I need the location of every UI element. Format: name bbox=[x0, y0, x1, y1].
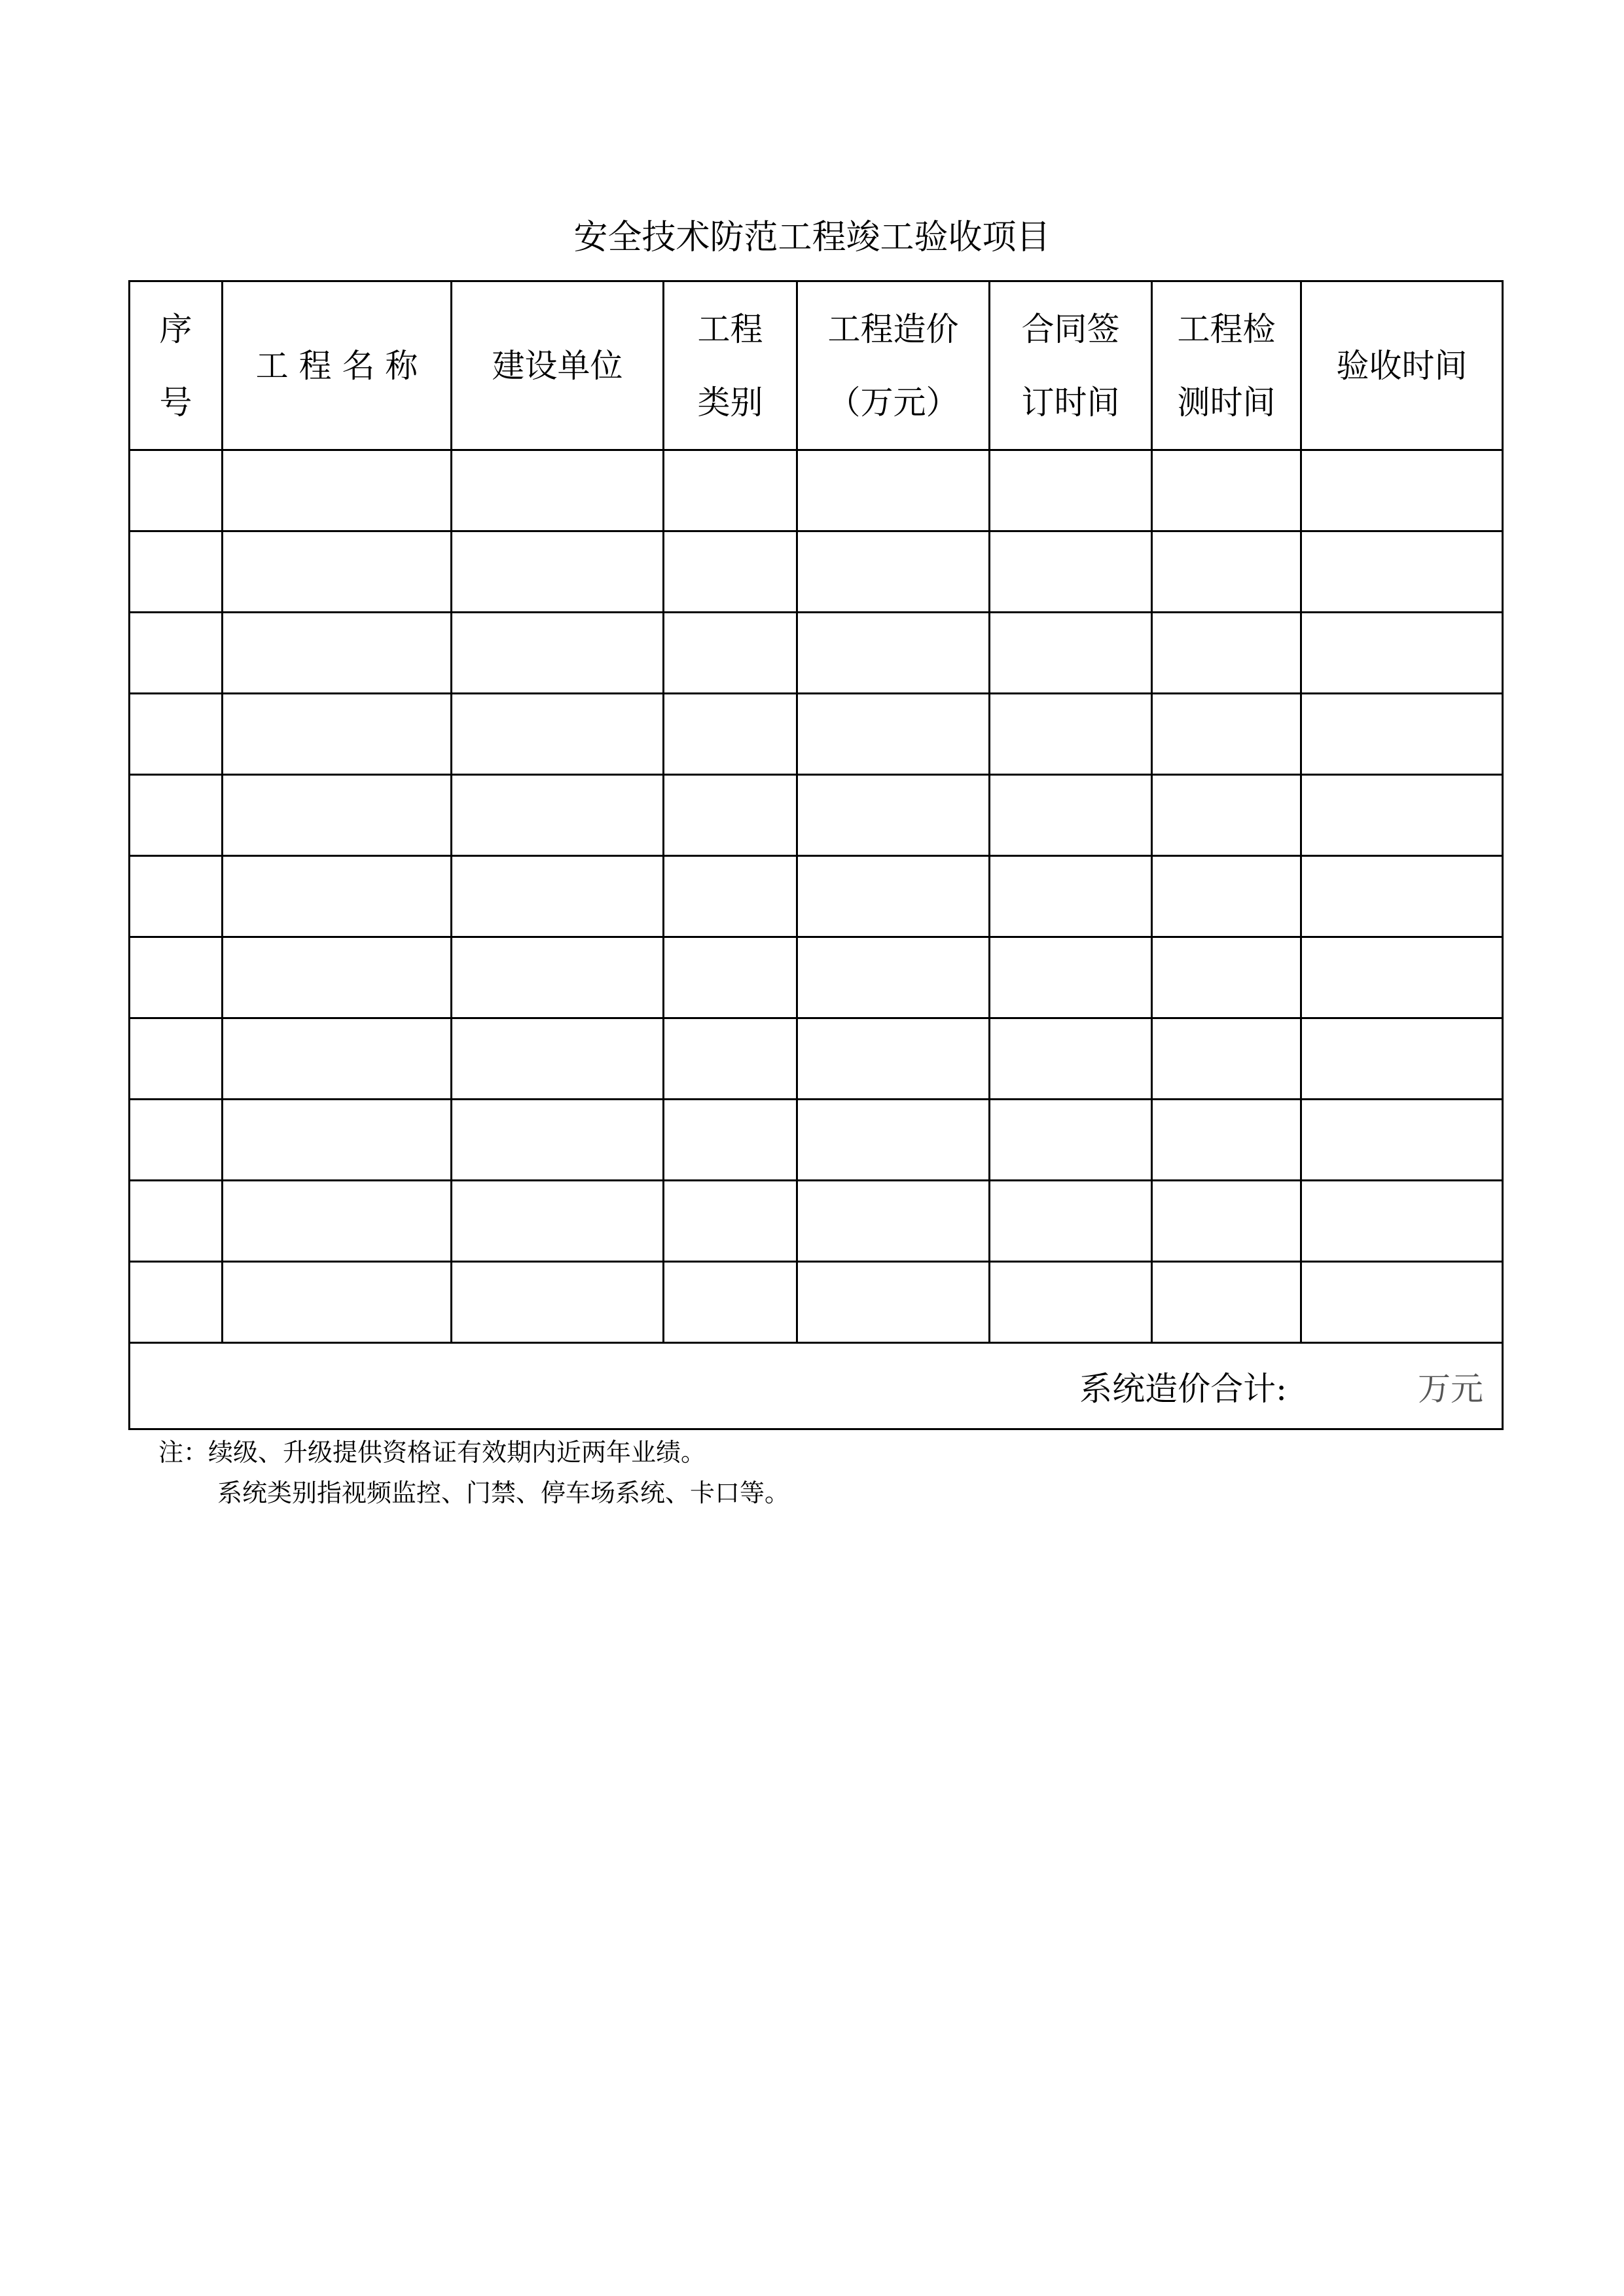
table-cell[interactable] bbox=[1301, 450, 1503, 531]
table-row bbox=[130, 775, 1503, 856]
table-cell[interactable] bbox=[130, 1181, 223, 1262]
table-row bbox=[130, 694, 1503, 775]
table-cell[interactable] bbox=[1301, 775, 1503, 856]
table-cell[interactable] bbox=[1152, 1100, 1301, 1181]
table-cell[interactable] bbox=[130, 775, 223, 856]
table-cell[interactable] bbox=[664, 856, 797, 937]
table-cell[interactable] bbox=[1301, 694, 1503, 775]
header-acceptance-date: 验收时间 bbox=[1301, 281, 1503, 450]
table-row bbox=[130, 531, 1503, 613]
table-row bbox=[130, 1100, 1503, 1181]
table-cell[interactable] bbox=[990, 613, 1152, 694]
table-cell[interactable] bbox=[664, 1181, 797, 1262]
total-label: 系统造价合计: bbox=[1079, 1369, 1287, 1408]
header-contract-date: 合同签 订时间 bbox=[990, 281, 1152, 450]
table-cell[interactable] bbox=[797, 856, 990, 937]
table-cell[interactable] bbox=[130, 531, 223, 613]
table-cell[interactable] bbox=[797, 1018, 990, 1100]
table-cell[interactable] bbox=[990, 775, 1152, 856]
table-cell[interactable] bbox=[664, 1100, 797, 1181]
table-cell[interactable] bbox=[664, 1262, 797, 1343]
table-cell[interactable] bbox=[452, 613, 664, 694]
table-cell[interactable] bbox=[452, 775, 664, 856]
table-cell[interactable] bbox=[797, 775, 990, 856]
table-row bbox=[130, 1018, 1503, 1100]
table-cell[interactable] bbox=[1152, 450, 1301, 531]
table-cell[interactable] bbox=[990, 694, 1152, 775]
table-cell[interactable] bbox=[990, 1262, 1152, 1343]
table-cell[interactable] bbox=[130, 937, 223, 1018]
table-cell[interactable] bbox=[990, 856, 1152, 937]
table-cell[interactable] bbox=[664, 694, 797, 775]
table-cell[interactable] bbox=[797, 613, 990, 694]
table-cell[interactable] bbox=[1152, 775, 1301, 856]
table-cell[interactable] bbox=[223, 856, 452, 937]
table-cell[interactable] bbox=[1301, 1262, 1503, 1343]
table-cell[interactable] bbox=[452, 531, 664, 613]
table-cell[interactable] bbox=[797, 1262, 990, 1343]
table-cell[interactable] bbox=[664, 937, 797, 1018]
table-cell[interactable] bbox=[1301, 1181, 1503, 1262]
table-cell[interactable] bbox=[223, 450, 452, 531]
table-cell[interactable] bbox=[1152, 531, 1301, 613]
table-cell[interactable] bbox=[223, 1100, 452, 1181]
header-serial-number: 序 号 bbox=[130, 281, 223, 450]
table-cell[interactable] bbox=[452, 1262, 664, 1343]
table-cell[interactable] bbox=[130, 856, 223, 937]
table-cell[interactable] bbox=[1152, 856, 1301, 937]
table-cell[interactable] bbox=[1152, 613, 1301, 694]
table-cell[interactable] bbox=[452, 1018, 664, 1100]
table-row bbox=[130, 613, 1503, 694]
table-cell[interactable] bbox=[223, 1018, 452, 1100]
table-cell[interactable] bbox=[452, 450, 664, 531]
table-header-row bbox=[130, 281, 1503, 450]
table-cell[interactable] bbox=[452, 1100, 664, 1181]
table-cell[interactable] bbox=[130, 613, 223, 694]
table-cell[interactable] bbox=[664, 1018, 797, 1100]
table-cell[interactable] bbox=[130, 1018, 223, 1100]
table-cell[interactable] bbox=[990, 1100, 1152, 1181]
table-cell[interactable] bbox=[1152, 1181, 1301, 1262]
table-cell[interactable] bbox=[130, 694, 223, 775]
document-title: 安全技术防范工程竣工验收项目 bbox=[573, 218, 1051, 257]
table-cell[interactable] bbox=[452, 937, 664, 1018]
table-cell[interactable] bbox=[990, 937, 1152, 1018]
table-cell[interactable] bbox=[990, 1018, 1152, 1100]
table-cell[interactable] bbox=[223, 1181, 452, 1262]
table-row bbox=[130, 1181, 1503, 1262]
table-row bbox=[130, 1262, 1503, 1343]
header-project-category: 工程 类别 bbox=[664, 281, 797, 450]
table-cell[interactable] bbox=[797, 694, 990, 775]
table-cell[interactable] bbox=[223, 613, 452, 694]
table-cell[interactable] bbox=[1301, 531, 1503, 613]
total-cell bbox=[130, 1343, 1503, 1429]
header-project-cost: 工程造价 （万元） bbox=[797, 281, 990, 450]
table-cell[interactable] bbox=[990, 531, 1152, 613]
header-construction-unit: 建设单位 bbox=[452, 281, 664, 450]
table-cell[interactable] bbox=[664, 531, 797, 613]
note-line-1: 注：续级、升级提供资格证有效期内近两年业绩。 bbox=[158, 1438, 706, 1467]
total-unit: 万元 bbox=[1418, 1369, 1483, 1408]
table-cell[interactable] bbox=[1301, 1100, 1503, 1181]
table-row bbox=[130, 856, 1503, 937]
table-cell[interactable] bbox=[452, 856, 664, 937]
table-cell[interactable] bbox=[130, 450, 223, 531]
table-cell[interactable] bbox=[223, 1262, 452, 1343]
table-cell[interactable] bbox=[223, 531, 452, 613]
table-cell[interactable] bbox=[1152, 1262, 1301, 1343]
table-cell[interactable] bbox=[1301, 856, 1503, 937]
table-cell[interactable] bbox=[1152, 1018, 1301, 1100]
table-cell[interactable] bbox=[1152, 937, 1301, 1018]
table-cell[interactable] bbox=[797, 937, 990, 1018]
table-row bbox=[130, 937, 1503, 1018]
notes bbox=[158, 1432, 789, 1513]
table-cell[interactable] bbox=[1301, 937, 1503, 1018]
table-cell[interactable] bbox=[223, 937, 452, 1018]
table-cell[interactable] bbox=[990, 1181, 1152, 1262]
acceptance-table bbox=[128, 280, 1504, 1430]
header-project-name: 工 程 名 称 bbox=[223, 281, 452, 450]
table-cell[interactable] bbox=[797, 531, 990, 613]
table-cell[interactable] bbox=[797, 1181, 990, 1262]
table-cell[interactable] bbox=[130, 1100, 223, 1181]
table-cell[interactable] bbox=[797, 1100, 990, 1181]
table-cell[interactable] bbox=[990, 450, 1152, 531]
table-cell[interactable] bbox=[664, 450, 797, 531]
table-cell[interactable] bbox=[223, 694, 452, 775]
note-line-2: 系统类别指视频监控、门禁、停车场系统、卡口等。 bbox=[217, 1479, 790, 1507]
table-cell[interactable] bbox=[664, 613, 797, 694]
table-cell[interactable] bbox=[1301, 1018, 1503, 1100]
table-cell[interactable] bbox=[1152, 694, 1301, 775]
total-row bbox=[130, 1343, 1503, 1429]
table-cell[interactable] bbox=[130, 1262, 223, 1343]
table-cell[interactable] bbox=[664, 775, 797, 856]
table-cell[interactable] bbox=[223, 775, 452, 856]
table-row bbox=[130, 450, 1503, 531]
table-cell[interactable] bbox=[452, 694, 664, 775]
table-cell[interactable] bbox=[452, 1181, 664, 1262]
table-cell[interactable] bbox=[797, 450, 990, 531]
table-cell[interactable] bbox=[1301, 613, 1503, 694]
header-inspection-date: 工程检 测时间 bbox=[1152, 281, 1301, 450]
